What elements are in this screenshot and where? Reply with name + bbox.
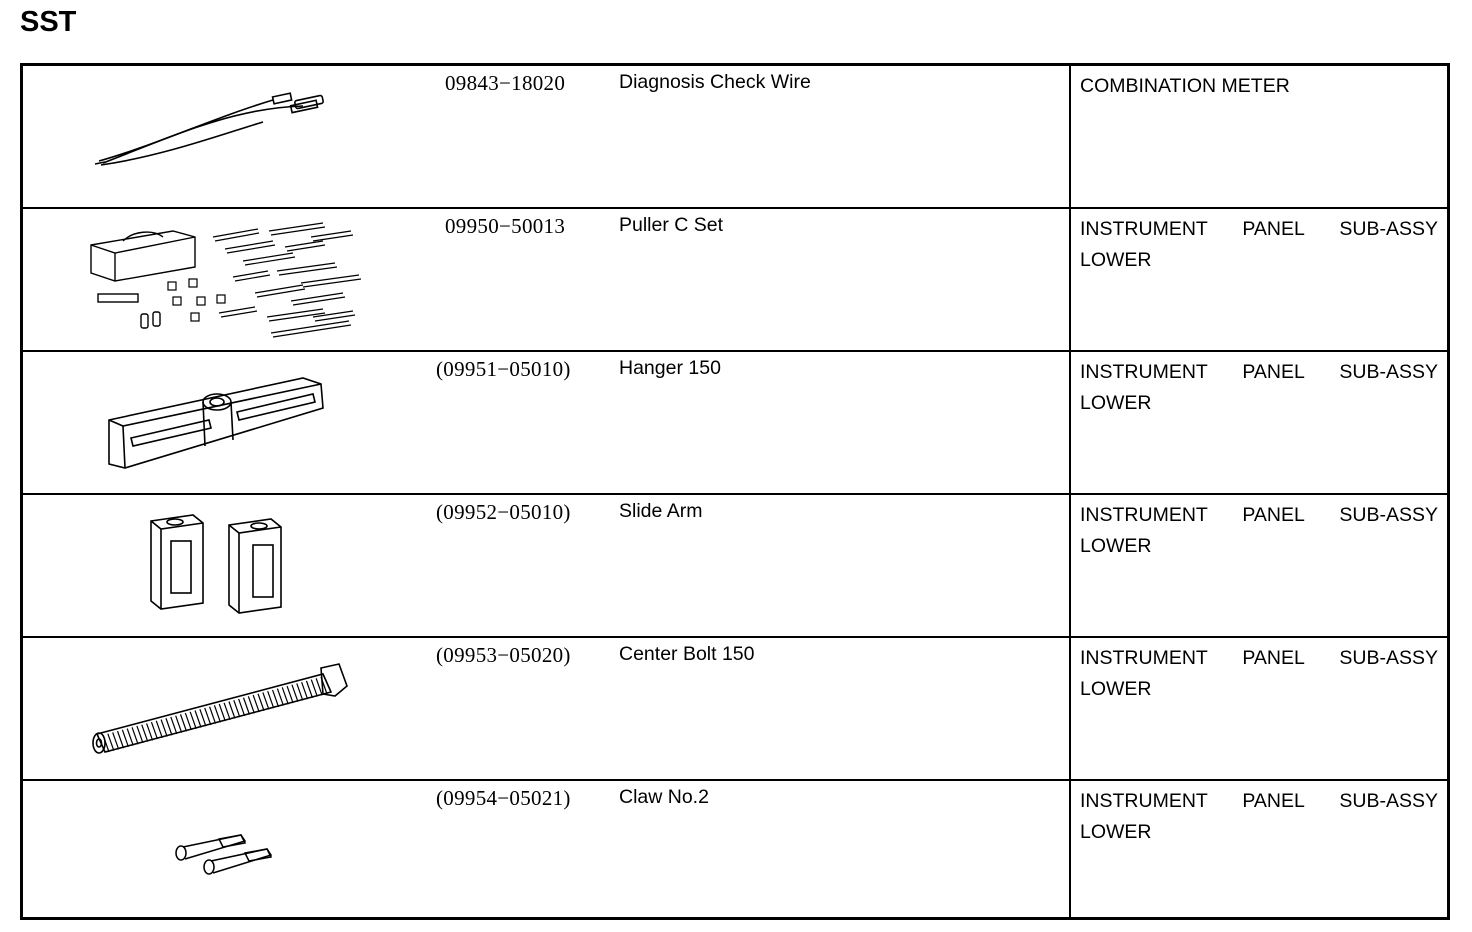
table-row bbox=[23, 352, 1447, 495]
part-number: 09950−50013 bbox=[445, 214, 566, 238]
part-number: (09951−05010) bbox=[436, 357, 571, 381]
usage-cell bbox=[1080, 71, 1438, 102]
part-name: Center Bolt 150 bbox=[619, 643, 755, 665]
puller-set-illustration bbox=[23, 209, 433, 350]
part-name: Puller C Set bbox=[619, 214, 724, 236]
table-row bbox=[23, 209, 1447, 352]
part-name: Diagnosis Check Wire bbox=[619, 71, 811, 93]
usage-word: INSTRUMENT bbox=[1080, 361, 1208, 383]
usage-cell bbox=[1080, 357, 1438, 419]
column-divider bbox=[1069, 495, 1071, 636]
table-row bbox=[23, 495, 1447, 638]
column-divider bbox=[1069, 209, 1071, 350]
table-row bbox=[23, 781, 1447, 917]
usage-word: INSTRUMENT bbox=[1080, 790, 1208, 812]
check-wire-illustration bbox=[23, 66, 433, 207]
part-number: (09952−05010) bbox=[436, 500, 571, 524]
usage-word: PANEL bbox=[1242, 647, 1305, 669]
center-bolt-illustration bbox=[23, 638, 433, 779]
part-number: (09954−05021) bbox=[436, 786, 571, 810]
hanger-illustration bbox=[23, 352, 433, 493]
column-divider bbox=[1069, 781, 1071, 917]
usage-cell bbox=[1080, 643, 1438, 705]
usage-text: LOWER bbox=[1080, 821, 1152, 843]
sst-table bbox=[20, 63, 1450, 920]
usage-word: SUB-ASSY bbox=[1339, 504, 1438, 526]
claw-illustration bbox=[23, 781, 433, 917]
usage-cell bbox=[1080, 500, 1438, 562]
part-name: Claw No.2 bbox=[619, 786, 709, 808]
usage-word: PANEL bbox=[1242, 790, 1305, 812]
usage-word: INSTRUMENT bbox=[1080, 218, 1208, 240]
usage-word: SUB-ASSY bbox=[1339, 647, 1438, 669]
part-number: 09843−18020 bbox=[445, 71, 566, 95]
part-number: (09953−05020) bbox=[436, 643, 571, 667]
usage-word: SUB-ASSY bbox=[1339, 790, 1438, 812]
usage-word: INSTRUMENT bbox=[1080, 504, 1208, 526]
column-divider bbox=[1069, 66, 1071, 207]
usage-text: LOWER bbox=[1080, 678, 1152, 700]
usage-word: PANEL bbox=[1242, 504, 1305, 526]
usage-text: LOWER bbox=[1080, 392, 1152, 414]
column-divider bbox=[1069, 638, 1071, 779]
usage-word: PANEL bbox=[1242, 218, 1305, 240]
usage-cell bbox=[1080, 214, 1438, 276]
usage-word: PANEL bbox=[1242, 361, 1305, 383]
usage-text: LOWER bbox=[1080, 535, 1152, 557]
usage-word: INSTRUMENT bbox=[1080, 647, 1208, 669]
usage-cell bbox=[1080, 786, 1438, 848]
part-name: Slide Arm bbox=[619, 500, 703, 522]
table-row bbox=[23, 638, 1447, 781]
part-name: Hanger 150 bbox=[619, 357, 721, 379]
usage-word: SUB-ASSY bbox=[1339, 218, 1438, 240]
slide-arm-illustration bbox=[23, 495, 433, 636]
usage-text: LOWER bbox=[1080, 249, 1152, 271]
table-row bbox=[23, 66, 1447, 209]
usage-word: SUB-ASSY bbox=[1339, 361, 1438, 383]
page-title: SST bbox=[20, 6, 77, 38]
usage-text: COMBINATION METER bbox=[1080, 75, 1290, 97]
column-divider bbox=[1069, 352, 1071, 493]
